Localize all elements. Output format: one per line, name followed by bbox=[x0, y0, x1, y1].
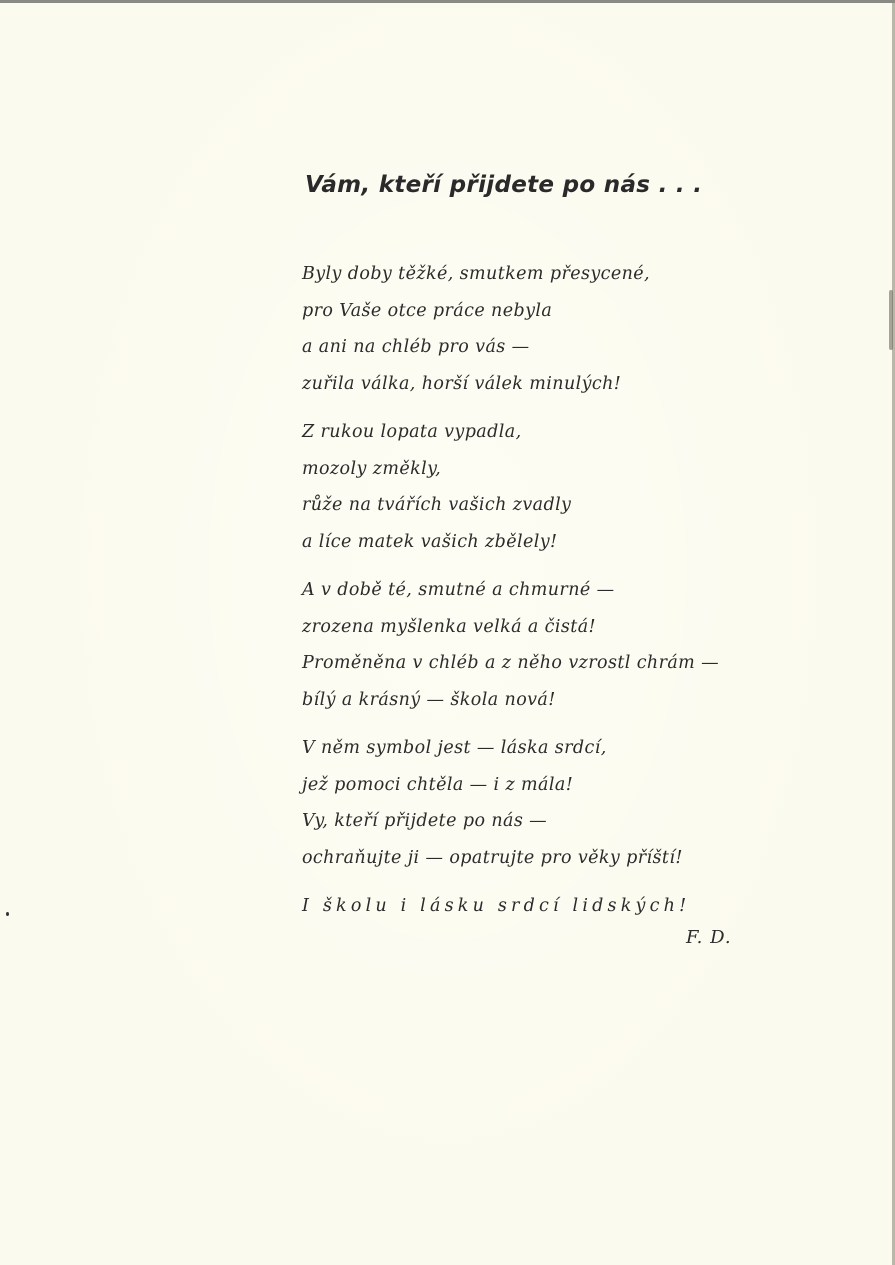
poem-body bbox=[302, 256, 719, 937]
page-edge-mark bbox=[889, 290, 893, 350]
poem-line: zuřila válka, horší válek minulých! bbox=[302, 373, 622, 394]
poem-line: A v době té, smutné a chmurné — bbox=[302, 580, 615, 600]
poem-line: Vy, kteří přijdete po nás — bbox=[302, 811, 548, 831]
poem-line: mozoly změkly, bbox=[302, 458, 442, 479]
stanza-4 bbox=[302, 730, 719, 876]
poem-line: Byly doby těžké, smutkem přesycené, bbox=[302, 264, 651, 284]
poem-line: a líce matek vašich zbělely! bbox=[302, 531, 558, 552]
poem-title: Vám, kteří přijdete po nás . . . bbox=[305, 172, 703, 198]
poem-line: Z rukou lopata vypadla, bbox=[302, 422, 522, 442]
poem-closing-line: I školu i lásku srdcí lidských! bbox=[302, 896, 691, 916]
stanza-5 bbox=[302, 888, 719, 925]
poem-line: růže na tvářích vašich zvadly bbox=[302, 495, 572, 515]
poem-line: jež pomoci chtěla — i z mála! bbox=[302, 774, 574, 795]
author-signature: F. D. bbox=[686, 927, 732, 948]
poem-line: zrozena myšlenka velká a čistá! bbox=[302, 616, 596, 637]
ink-speck bbox=[6, 912, 9, 916]
stanza-1 bbox=[302, 256, 719, 402]
poem-line: V něm symbol jest — láska srdcí, bbox=[302, 738, 607, 758]
poem-line: a ani na chléb pro vás — bbox=[302, 337, 530, 357]
poem-line: Proměněna v chléb a z něho vzrostl chrám — bbox=[302, 653, 720, 673]
poem-line: pro Vaše otce práce nebyla bbox=[302, 300, 553, 321]
stanza-3 bbox=[302, 572, 719, 718]
poem-line: ochraňujte ji — opatrujte pro věky příští! bbox=[302, 847, 683, 868]
stanza-2 bbox=[302, 414, 719, 560]
poem-line: bílý a krásný — škola nová! bbox=[302, 689, 556, 710]
